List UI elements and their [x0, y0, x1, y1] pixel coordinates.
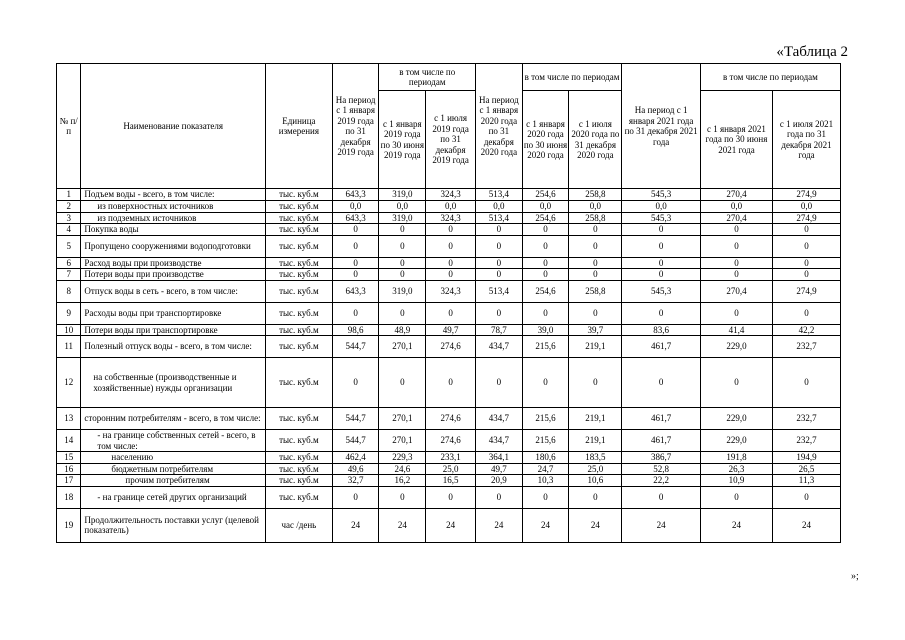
indicator-name: Полезный отпуск воды - всего, в том числе: — [81, 336, 266, 358]
value-cell: 48,9 — [379, 324, 426, 336]
row-number: 13 — [57, 408, 81, 430]
value-cell: 0,0 — [522, 201, 569, 213]
value-cell: 232,7 — [773, 336, 841, 358]
value-cell: 0 — [773, 235, 841, 257]
value-cell: 24 — [569, 508, 622, 542]
value-cell: 0 — [332, 257, 379, 269]
value-cell: 0 — [522, 486, 569, 508]
indicator-name: населению — [81, 452, 266, 464]
value-cell: 434,7 — [476, 408, 523, 430]
value-cell: 215,6 — [522, 408, 569, 430]
value-cell: 0,0 — [700, 201, 772, 213]
indicator-name: прочим потребителям — [81, 475, 266, 487]
table-row — [57, 358, 841, 408]
value-cell: 0 — [332, 358, 379, 408]
value-cell: 0,0 — [379, 201, 426, 213]
table-row — [57, 235, 841, 257]
value-cell: 98,6 — [332, 324, 379, 336]
value-cell: 462,4 — [332, 452, 379, 464]
indicator-name: Покупка воды — [81, 224, 266, 236]
value-cell: 270,1 — [379, 430, 426, 452]
value-cell: 41,4 — [700, 324, 772, 336]
value-cell: 232,7 — [773, 430, 841, 452]
unit-cell: тыс. куб.м — [265, 463, 332, 475]
value-cell: 0 — [332, 269, 379, 281]
unit-cell: тыс. куб.м — [265, 324, 332, 336]
unit-cell: тыс. куб.м — [265, 336, 332, 358]
value-cell: 643,3 — [332, 212, 379, 224]
value-cell: 434,7 — [476, 430, 523, 452]
table-body — [57, 189, 841, 543]
value-cell: 0 — [332, 235, 379, 257]
header-2019-h1: с 1 января 2019 года по 30 июня 2019 года — [379, 91, 426, 189]
value-cell: 24,6 — [379, 463, 426, 475]
value-cell: 434,7 — [476, 336, 523, 358]
value-cell: 270,1 — [379, 336, 426, 358]
value-cell: 0 — [522, 269, 569, 281]
value-cell: 39,7 — [569, 324, 622, 336]
value-cell: 219,1 — [569, 430, 622, 452]
indicator-name: Пропущено сооружениями водоподготовки — [81, 235, 266, 257]
value-cell: 219,1 — [569, 336, 622, 358]
value-cell: 229,0 — [700, 336, 772, 358]
value-cell: 258,8 — [569, 280, 622, 302]
header-2019-h2: с 1 июля 2019 года по 31 декабря 2019 года — [426, 91, 476, 189]
value-cell: 20,9 — [476, 475, 523, 487]
value-cell: 461,7 — [622, 408, 701, 430]
table-row — [57, 463, 841, 475]
value-cell: 0 — [569, 358, 622, 408]
value-cell: 274,9 — [773, 280, 841, 302]
value-cell: 10,6 — [569, 475, 622, 487]
indicator-name: Расходы воды при транспортировке — [81, 302, 266, 324]
row-number: 3 — [57, 212, 81, 224]
header-name: Наименование показателя — [81, 64, 266, 189]
table-row — [57, 302, 841, 324]
value-cell: 0 — [379, 358, 426, 408]
value-cell: 513,4 — [476, 280, 523, 302]
header-incl-2021: в том числе по периодам — [700, 64, 840, 91]
value-cell: 513,4 — [476, 189, 523, 201]
value-cell: 270,4 — [700, 280, 772, 302]
table-row — [57, 508, 841, 542]
value-cell: 0 — [773, 302, 841, 324]
value-cell: 229,0 — [700, 408, 772, 430]
value-cell: 0 — [569, 486, 622, 508]
value-cell: 0 — [426, 257, 476, 269]
value-cell: 0 — [426, 302, 476, 324]
value-cell: 545,3 — [622, 212, 701, 224]
row-number: 4 — [57, 224, 81, 236]
row-number: 6 — [57, 257, 81, 269]
value-cell: 0 — [426, 486, 476, 508]
value-cell: 219,1 — [569, 408, 622, 430]
indicator-name: - на границе собственных сетей - всего, в том числе: — [81, 430, 266, 452]
value-cell: 16,2 — [379, 475, 426, 487]
value-cell: 0 — [700, 235, 772, 257]
value-cell: 32,7 — [332, 475, 379, 487]
value-cell: 643,3 — [332, 189, 379, 201]
value-cell: 0 — [622, 224, 701, 236]
value-cell: 0 — [773, 257, 841, 269]
unit-cell: тыс. куб.м — [265, 452, 332, 464]
indicator-name: бюджетным потребителям — [81, 463, 266, 475]
value-cell: 24 — [332, 508, 379, 542]
value-cell: 215,6 — [522, 336, 569, 358]
value-cell: 26,5 — [773, 463, 841, 475]
value-cell: 254,6 — [522, 280, 569, 302]
value-cell: 0 — [379, 224, 426, 236]
value-cell: 0 — [379, 235, 426, 257]
value-cell: 0 — [332, 302, 379, 324]
value-cell: 0 — [569, 235, 622, 257]
unit-cell: тыс. куб.м — [265, 224, 332, 236]
value-cell: 0,0 — [622, 201, 701, 213]
value-cell: 544,7 — [332, 408, 379, 430]
value-cell: 0 — [426, 358, 476, 408]
value-cell: 83,6 — [622, 324, 701, 336]
value-cell: 49,6 — [332, 463, 379, 475]
value-cell: 39,0 — [522, 324, 569, 336]
unit-cell: тыс. куб.м — [265, 269, 332, 281]
value-cell: 25,0 — [426, 463, 476, 475]
unit-cell: час /день — [265, 508, 332, 542]
value-cell: 274,6 — [426, 408, 476, 430]
row-number: 15 — [57, 452, 81, 464]
value-cell: 233,1 — [426, 452, 476, 464]
table-row — [57, 430, 841, 452]
table-row — [57, 486, 841, 508]
value-cell: 229,3 — [379, 452, 426, 464]
value-cell: 0 — [522, 302, 569, 324]
indicator-name: Подъем воды - всего, в том числе: — [81, 189, 266, 201]
value-cell: 274,9 — [773, 212, 841, 224]
unit-cell: тыс. куб.м — [265, 430, 332, 452]
indicator-name: Продолжительность поставки услуг (целевой показатель) — [81, 508, 266, 542]
value-cell: 0 — [622, 486, 701, 508]
closing-quote: »; — [851, 571, 859, 582]
table-row — [57, 201, 841, 213]
indicator-name: из поверхностных источников — [81, 201, 266, 213]
header-num: № п/п — [57, 64, 81, 189]
value-cell: 16,5 — [426, 475, 476, 487]
unit-cell: тыс. куб.м — [265, 280, 332, 302]
indicator-name: Расход воды при производстве — [81, 257, 266, 269]
value-cell: 49,7 — [426, 324, 476, 336]
value-cell: 0 — [622, 302, 701, 324]
value-cell: 180,6 — [522, 452, 569, 464]
value-cell: 215,6 — [522, 430, 569, 452]
value-cell: 274,6 — [426, 430, 476, 452]
value-cell: 26,3 — [700, 463, 772, 475]
value-cell: 10,9 — [700, 475, 772, 487]
value-cell: 191,8 — [700, 452, 772, 464]
value-cell: 0 — [569, 257, 622, 269]
value-cell: 0 — [476, 302, 523, 324]
value-cell: 0,0 — [426, 201, 476, 213]
value-cell: 0 — [522, 358, 569, 408]
value-cell: 22,2 — [622, 475, 701, 487]
value-cell: 0 — [379, 257, 426, 269]
value-cell: 0 — [700, 224, 772, 236]
value-cell: 24,7 — [522, 463, 569, 475]
header-period-2021: На период с 1 января 2021 года по 31 декабря 2021 года — [622, 64, 701, 189]
indicator-name: Потери воды при производстве — [81, 269, 266, 281]
value-cell: 544,7 — [332, 430, 379, 452]
value-cell: 0 — [476, 235, 523, 257]
value-cell: 0 — [476, 224, 523, 236]
header-2021-h1: с 1 января 2021 года по 30 июня 2021 года — [700, 91, 772, 189]
indicator-name: Отпуск воды в сеть - всего, в том числе: — [81, 280, 266, 302]
value-cell: 319,0 — [379, 212, 426, 224]
value-cell: 0 — [569, 224, 622, 236]
value-cell: 24 — [379, 508, 426, 542]
value-cell: 24 — [700, 508, 772, 542]
value-cell: 0,0 — [569, 201, 622, 213]
row-number: 7 — [57, 269, 81, 281]
indicator-name: - на границе сетей других организаций — [81, 486, 266, 508]
table-row — [57, 189, 841, 201]
table-row — [57, 408, 841, 430]
value-cell: 24 — [476, 508, 523, 542]
water-balance-table — [56, 63, 841, 543]
value-cell: 461,7 — [622, 430, 701, 452]
value-cell: 0 — [522, 224, 569, 236]
value-cell: 0,0 — [332, 201, 379, 213]
table-row — [57, 280, 841, 302]
value-cell: 0 — [379, 486, 426, 508]
value-cell: 0,0 — [476, 201, 523, 213]
value-cell: 0 — [379, 302, 426, 324]
value-cell: 78,7 — [476, 324, 523, 336]
value-cell: 0 — [773, 486, 841, 508]
value-cell: 0 — [622, 269, 701, 281]
value-cell: 254,6 — [522, 189, 569, 201]
value-cell: 0 — [426, 235, 476, 257]
value-cell: 0 — [426, 269, 476, 281]
table-row — [57, 475, 841, 487]
value-cell: 0 — [332, 486, 379, 508]
table-row — [57, 452, 841, 464]
header-2020-h2: с 1 июля 2020 года по 31 декабря 2020 года — [569, 91, 622, 189]
row-number: 1 — [57, 189, 81, 201]
value-cell: 0 — [622, 257, 701, 269]
unit-cell: тыс. куб.м — [265, 358, 332, 408]
value-cell: 274,6 — [426, 336, 476, 358]
value-cell: 0 — [700, 486, 772, 508]
value-cell: 0,0 — [773, 201, 841, 213]
value-cell: 0 — [569, 269, 622, 281]
value-cell: 0 — [476, 486, 523, 508]
value-cell: 319,0 — [379, 280, 426, 302]
table-row — [57, 336, 841, 358]
value-cell: 232,7 — [773, 408, 841, 430]
unit-cell: тыс. куб.м — [265, 475, 332, 487]
unit-cell: тыс. куб.м — [265, 189, 332, 201]
value-cell: 24 — [522, 508, 569, 542]
value-cell: 0 — [332, 224, 379, 236]
value-cell: 0 — [426, 224, 476, 236]
unit-cell: тыс. куб.м — [265, 302, 332, 324]
row-number: 2 — [57, 201, 81, 213]
header-period-2019: На период с 1 января 2019 года по 31 декабря 2019 года — [332, 64, 379, 189]
unit-cell: тыс. куб.м — [265, 257, 332, 269]
value-cell: 0 — [700, 302, 772, 324]
value-cell: 0 — [622, 358, 701, 408]
table-row — [57, 269, 841, 281]
table-row — [57, 257, 841, 269]
indicator-name: из подземных источников — [81, 212, 266, 224]
value-cell: 461,7 — [622, 336, 701, 358]
value-cell: 24 — [622, 508, 701, 542]
value-cell: 274,9 — [773, 189, 841, 201]
value-cell: 0 — [379, 269, 426, 281]
row-number: 18 — [57, 486, 81, 508]
row-number: 5 — [57, 235, 81, 257]
row-number: 9 — [57, 302, 81, 324]
header-period-2020: На период с 1 января 2020 года по 31 декабря 2020 года — [476, 64, 523, 189]
value-cell: 270,4 — [700, 189, 772, 201]
value-cell: 270,4 — [700, 212, 772, 224]
value-cell: 52,8 — [622, 463, 701, 475]
value-cell: 319,0 — [379, 189, 426, 201]
value-cell: 0 — [476, 358, 523, 408]
value-cell: 258,8 — [569, 212, 622, 224]
value-cell: 25,0 — [569, 463, 622, 475]
value-cell: 254,6 — [522, 212, 569, 224]
value-cell: 258,8 — [569, 189, 622, 201]
row-number: 17 — [57, 475, 81, 487]
value-cell: 0 — [700, 257, 772, 269]
unit-cell: тыс. куб.м — [265, 235, 332, 257]
value-cell: 183,5 — [569, 452, 622, 464]
value-cell: 0 — [773, 224, 841, 236]
indicator-name: на собственные (производственные и хозяйственные) нужды организации — [81, 358, 266, 408]
table-row — [57, 224, 841, 236]
value-cell: 24 — [773, 508, 841, 542]
table-row — [57, 212, 841, 224]
row-number: 19 — [57, 508, 81, 542]
value-cell: 386,7 — [622, 452, 701, 464]
value-cell: 229,0 — [700, 430, 772, 452]
indicator-name: Потери воды при транспортировке — [81, 324, 266, 336]
value-cell: 324,3 — [426, 189, 476, 201]
value-cell: 513,4 — [476, 212, 523, 224]
value-cell: 0 — [773, 358, 841, 408]
header-2020-h1: с 1 января 2020 года по 30 июня 2020 года — [522, 91, 569, 189]
unit-cell: тыс. куб.м — [265, 212, 332, 224]
value-cell: 42,2 — [773, 324, 841, 336]
value-cell: 0 — [476, 257, 523, 269]
table-row — [57, 324, 841, 336]
value-cell: 49,7 — [476, 463, 523, 475]
header-2021-h2: с 1 июля 2021 года по 31 декабря 2021 года — [773, 91, 841, 189]
value-cell: 643,3 — [332, 280, 379, 302]
header-incl-2020: в том числе по периодам — [522, 64, 622, 91]
value-cell: 24 — [426, 508, 476, 542]
value-cell: 0 — [476, 269, 523, 281]
header-incl-2019: в том числе по периодам — [379, 64, 476, 91]
value-cell: 324,3 — [426, 280, 476, 302]
value-cell: 194,9 — [773, 452, 841, 464]
row-number: 8 — [57, 280, 81, 302]
row-number: 12 — [57, 358, 81, 408]
indicator-name: сторонним потребителям - всего, в том числе: — [81, 408, 266, 430]
row-number: 14 — [57, 430, 81, 452]
unit-cell: тыс. куб.м — [265, 486, 332, 508]
value-cell: 0 — [700, 269, 772, 281]
row-number: 10 — [57, 324, 81, 336]
value-cell: 0 — [622, 235, 701, 257]
value-cell: 324,3 — [426, 212, 476, 224]
value-cell: 545,3 — [622, 280, 701, 302]
value-cell: 270,1 — [379, 408, 426, 430]
header-unit: Единица измерения — [265, 64, 332, 189]
row-number: 16 — [57, 463, 81, 475]
unit-cell: тыс. куб.м — [265, 408, 332, 430]
value-cell: 364,1 — [476, 452, 523, 464]
value-cell: 11,3 — [773, 475, 841, 487]
table-caption: «Таблица 2 — [776, 44, 848, 60]
value-cell: 0 — [522, 257, 569, 269]
unit-cell: тыс. куб.м — [265, 201, 332, 213]
value-cell: 0 — [522, 235, 569, 257]
value-cell: 0 — [569, 302, 622, 324]
value-cell: 0 — [773, 269, 841, 281]
value-cell: 0 — [700, 358, 772, 408]
row-number: 11 — [57, 336, 81, 358]
value-cell: 10,3 — [522, 475, 569, 487]
value-cell: 544,7 — [332, 336, 379, 358]
value-cell: 545,3 — [622, 189, 701, 201]
